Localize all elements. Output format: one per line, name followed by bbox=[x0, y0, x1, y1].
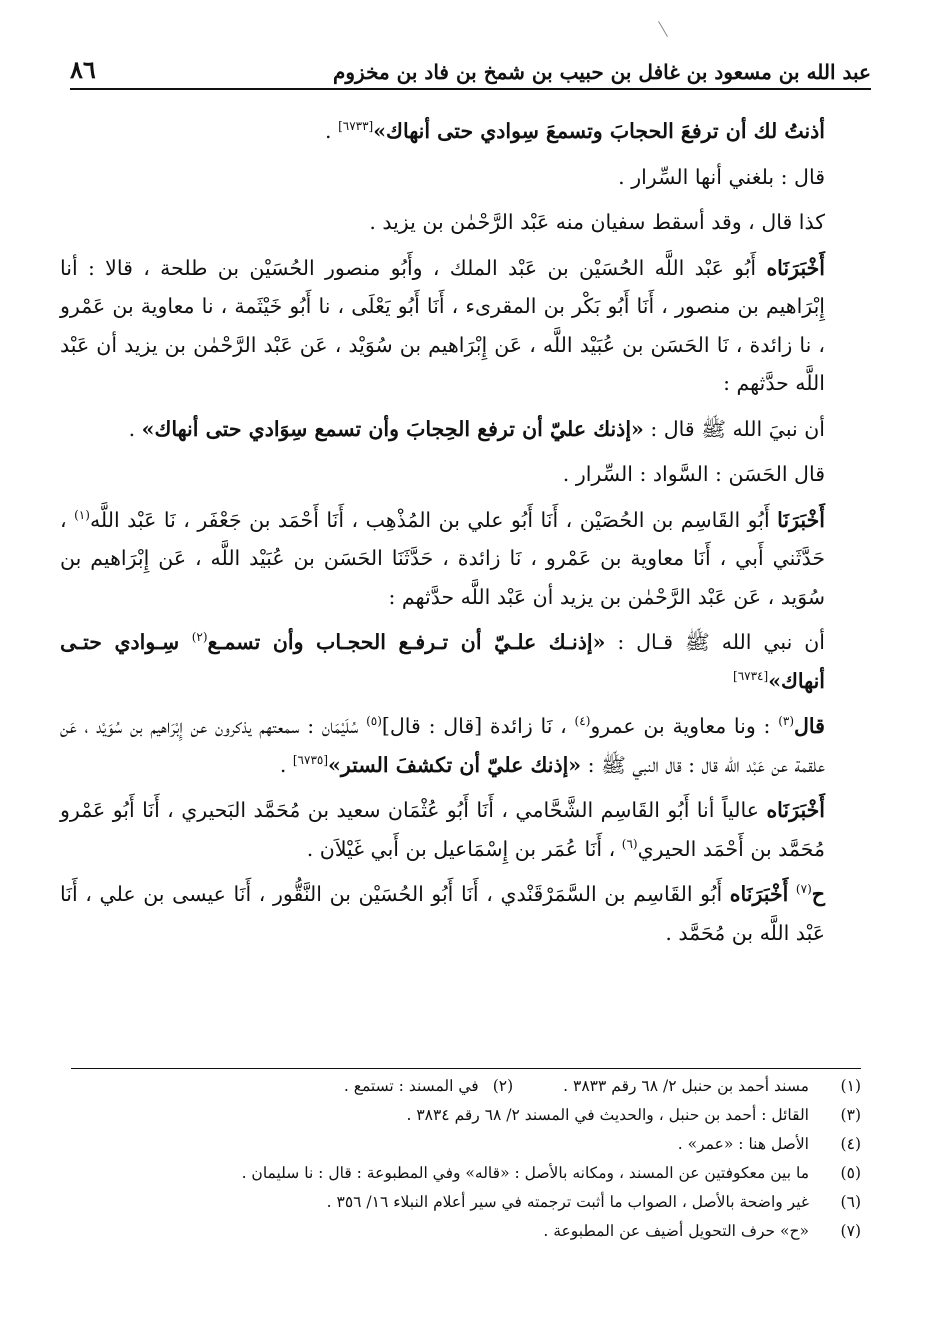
footnote-number: (٢) bbox=[492, 1077, 514, 1095]
paragraph bbox=[60, 455, 861, 494]
footnote-text: الأصل هنا : «عمر» . bbox=[677, 1135, 809, 1153]
text-run: كذا قال ، وقد أسقط سفيان منه عَبْد الرَّحْمٰن بن يزيد . bbox=[369, 210, 825, 234]
footnote-text: غير واضحة بالأصل ، الصواب ما أثبت ترجمته في سير أعلام النبلاء ١٦/ ٣٥٦ . bbox=[326, 1193, 809, 1211]
footnote-item bbox=[80, 1072, 861, 1101]
reference-marker: (١) bbox=[74, 507, 90, 522]
text-run: ، أَنَا عُمَر بن إِسْمَاعيل بن أَبي غَيْلاَن . bbox=[306, 836, 622, 861]
bold-text: سِـوادي حتـى أنهاك» bbox=[60, 630, 825, 693]
reference-marker: (٢) bbox=[191, 630, 208, 645]
scan-artifact-mark bbox=[658, 17, 675, 37]
footnote-number: (٧) bbox=[840, 1222, 861, 1240]
text-run: : ونا معاوية بن عمرو bbox=[590, 714, 779, 738]
text-run: . bbox=[128, 416, 142, 441]
footnote-divider bbox=[71, 1068, 861, 1069]
footnote-item-inline bbox=[344, 1072, 513, 1101]
footnote-item bbox=[80, 1159, 861, 1188]
running-title: عبد الله بن مسعود بن غافل بن حبيب بن شمخ بن فاد بن مخزوم bbox=[333, 60, 871, 84]
footnote-text: ما بين معكوفتين عن المسند ، ومكانه بالأصل : «قاله» وفي المطبوعة : قال : نا سليمان . bbox=[241, 1164, 809, 1182]
footnote-number: (٤) bbox=[840, 1135, 861, 1153]
bold-text: أَخْبَرَنَاه bbox=[729, 882, 789, 906]
bold-text: ح bbox=[811, 882, 825, 906]
footnote-item bbox=[80, 1188, 861, 1217]
text-run bbox=[788, 882, 796, 906]
text-run: أن نبي الله ﷺ قـال : bbox=[605, 630, 825, 654]
reference-marker: [٦٧٣٤] bbox=[733, 668, 769, 683]
page-number: ٨٦ bbox=[70, 55, 96, 84]
bold-text: «إذنك عليّ أن تكشفَ الستر» bbox=[328, 752, 582, 777]
bold-text: قال bbox=[794, 714, 825, 738]
footnote-text: مسند أحمد بن حنبل ٢/ ٦٨ رقم ٣٨٣٣ . bbox=[563, 1077, 809, 1095]
text-run: قال : بلغني أنها السِّرار . bbox=[618, 164, 825, 189]
footnote-text: القائل : أحمد بن حنبل ، والحديث في المسند ٢/ ٦٨ رقم ٣٨٣٤ . bbox=[406, 1106, 809, 1124]
text-run: أن نبيَ الله ﷺ قال : bbox=[643, 416, 825, 441]
paragraph bbox=[60, 623, 861, 700]
bold-text: «إذنـك علـيّ أن تـرفـع الحجـاب وأن تسمـع bbox=[207, 630, 606, 654]
footnote-text: «ح» حرف التحويل أضيف عن المطبوعة . bbox=[543, 1222, 809, 1240]
text-run: أَبُو القَاسِم بن السَّمَرْقَنْدي ، أَنَا أَبُو الحُسَيْن بن النَّقُّور ، أَنَا عيسى بن علي ، أَنَا عَبْد اللَّه بن مُحَمَّد . bbox=[60, 882, 825, 945]
paragraph bbox=[60, 410, 861, 449]
footnote-number: (٣) bbox=[840, 1106, 861, 1124]
reference-marker: (٣) bbox=[778, 714, 795, 729]
text-run: أَبُو عَبْد اللَّه الحُسَيْن بن عَبْد الملك ، وأَبُو منصور الحُسَيْن بن طلحة ، قالا : أنا إِبْرَاهيم بن منصور ، أَنَا أَبُو بَكْر بن المقرىء ، أَنَا أَبُو يَعْلَى ، نا أَبُو خَيْثَمة ، نا معاوية بن عَمْرو ، نا زائدة ، نَا الحَسَن بن عُبَيْد اللَّه ، عَن إِبْرَاهيم بن سُوَيْد ، عَن عَبْد الرَّحْمٰن بن يزيد أن عَبْد اللَّه حدَّثهم : bbox=[60, 255, 825, 395]
text-run: . bbox=[325, 119, 339, 143]
page-header bbox=[70, 50, 871, 90]
reference-marker: [٦٧٣٥] bbox=[292, 752, 329, 767]
reference-marker: [٦٧٣٣] bbox=[338, 119, 374, 134]
paragraph bbox=[60, 791, 861, 868]
footnote-number: (٦) bbox=[840, 1193, 861, 1211]
text-run: عالياً أنا أَبُو القَاسِم الشَّحَّامي ، أَنَا أَبُو عُثْمَان سعيد بن مُحَمَّد البَحيري ، أَنَا أَبُو عَمْرو مُحَمَّد بن أَحْمَد الحيري bbox=[60, 798, 825, 861]
text-run: قال الحَسَن : السَّواد : السِّرار . bbox=[562, 462, 825, 486]
paragraph bbox=[60, 707, 861, 784]
bold-text: أذنتُ لك أن ترفعَ الحجابَ وتسمعَ سِوادي حتى أنهاك» bbox=[373, 119, 825, 143]
bold-text: «إذنك عليّ أن ترفع الحِجابَ وأن تسمع سِوَادي حتى أنهاك» bbox=[141, 416, 644, 441]
footnote-item bbox=[80, 1101, 861, 1130]
text-run: أَبُو القَاسِم بن الحُصَيْن ، أَنَا أَبُو علي بن المُذْهِب ، أَنَا أَحْمَد بن جَعْفَر ، نَا عَبْد اللَّه bbox=[89, 507, 778, 532]
bold-text: أَخْبَرَنَاه bbox=[766, 798, 825, 822]
bold-text: أَخْبَرَنَاه bbox=[766, 255, 825, 280]
paragraph bbox=[60, 249, 861, 403]
paragraph bbox=[60, 501, 861, 617]
text-run: ، نَا زائدة [قال : قال] bbox=[381, 714, 575, 738]
text-run: ، حَدَّثَني أَبي ، أَنَا معاوية بن عَمْرو ، نَا زائدة ، حَدَّثَنَا الحَسَن بن عُبَيْد اللَّه ، عَن إِبْرَاهيم بن سُوَيد ، عَن عَبْد الرَّحْمٰن بن يزيد أن عَبْد اللَّه حدَّثهم : bbox=[60, 507, 825, 609]
footnote-item bbox=[80, 1217, 861, 1246]
reference-marker: (٤) bbox=[574, 714, 591, 729]
footnotes bbox=[80, 1072, 861, 1246]
text-run: سُلَيْمَان : سمعتهم يذكرون عن إِبْرَاهيم بن سُوَيْد ، عَن علقمة عن عَبْد اللّه قال : قال النبي ﷺ : bbox=[60, 714, 825, 777]
bold-text: أَخْبَرَنَا bbox=[777, 507, 825, 532]
paragraph bbox=[60, 875, 861, 952]
paragraph bbox=[60, 112, 861, 151]
footnote-number: (١) bbox=[840, 1077, 861, 1095]
main-text bbox=[60, 112, 861, 959]
text-run: . bbox=[279, 752, 293, 777]
reference-marker: (٥) bbox=[366, 714, 382, 729]
paragraph bbox=[60, 158, 861, 197]
reference-marker: (٦) bbox=[621, 836, 638, 851]
footnote-text: في المسند : تستمع . bbox=[343, 1077, 479, 1095]
footnote-number: (٥) bbox=[840, 1164, 861, 1182]
reference-marker: (٧) bbox=[795, 882, 812, 897]
footnote-item bbox=[80, 1130, 861, 1159]
paragraph bbox=[60, 203, 861, 242]
